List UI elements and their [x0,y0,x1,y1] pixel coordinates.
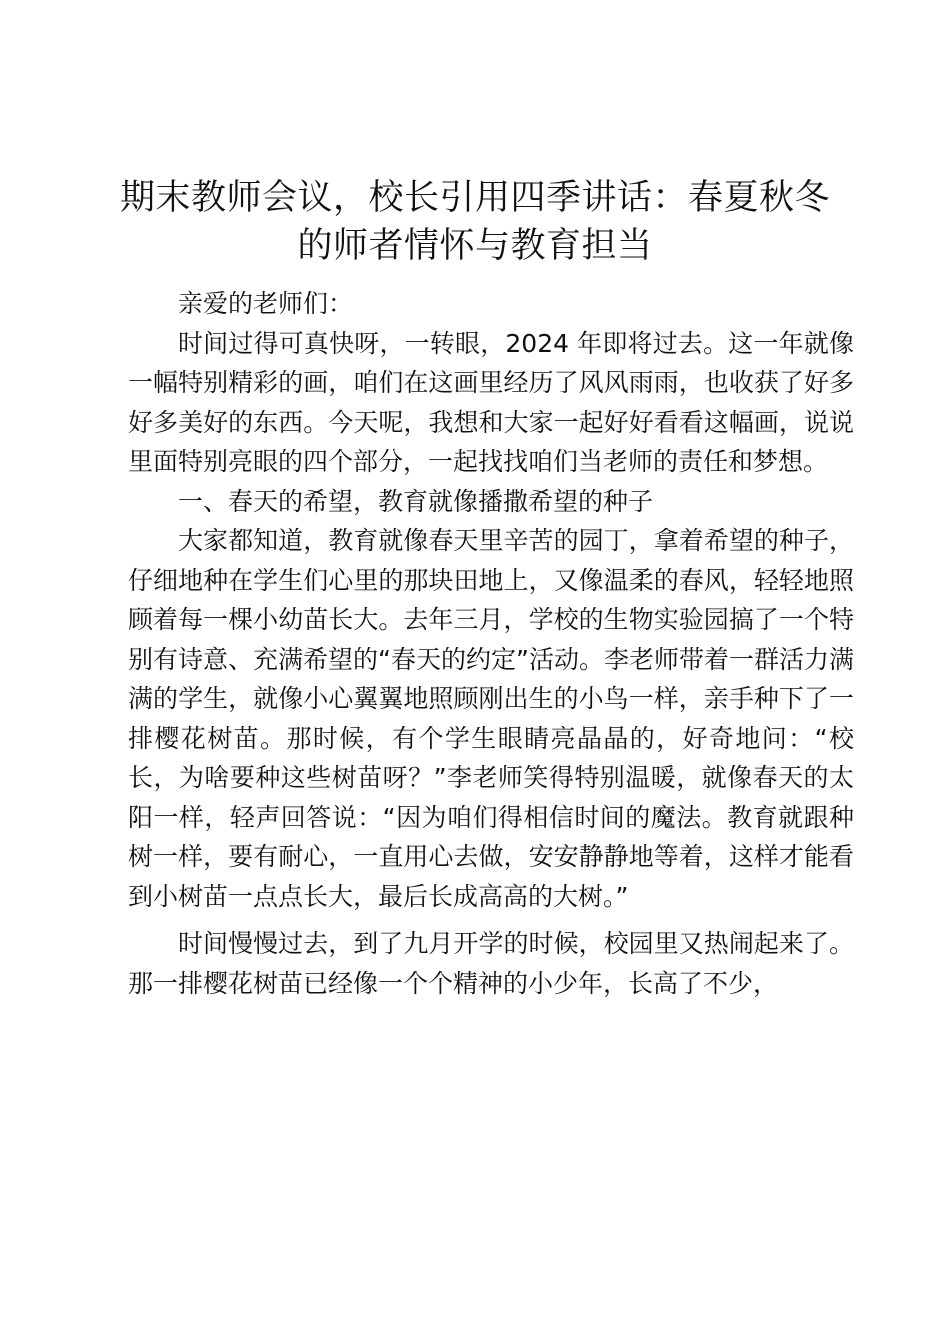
spring-paragraph-1: 大家都知道，教育就像春天里辛苦的园丁，拿着希望的种子，仔细地种在学生们心里的那块田地上，又像温柔的春风，轻轻地照顾着每一棵小幼苗长大。去年三月，学校的生物实验园搞了一个特别有诗意、充满希望的“春天的约定”活动。李老师带着一群活力满满的学生，就像小心翼翼地照顾刚出生的小鸟一样，亲手种下了一排樱花树苗。那时候，有个学生眼睛亮晶晶的，好奇地问：“校长，为啥要种这些树苗呀？”李老师笑得特别温暖，就像春天的太阳一样，轻声回答说：“因为咱们得相信时间的魔法。教育就跟种树一样，要有耐心，一直用心去做，安安静静地等着，这样才能看到小树苗一点点长大，最后长成高高的大树。” [128,526,854,911]
document-title [110,174,840,270]
salutation: 亲爱的老师们： [178,289,354,318]
intro-paragraph: 时间过得可真快呀，一转眼，2024 年即将过去。这一年就像一幅特别精彩的画，咱们在这画里经历了风风雨雨，也收获了好多好多美好的东西。今天呢，我想和大家一起好好看看这幅画，说说里面特别亮眼的四个部分，一起找找咱们当老师的责任和梦想。 [128,328,854,476]
spring-paragraph-2: 时间慢慢过去，到了九月开学的时候，校园里又热闹起来了。那一排樱花树苗已经像一个个精神的小少年，长高了不少， [128,929,854,998]
title-line-2: 的师者情怀与教育担当 [297,226,653,266]
document-body [128,284,854,1003]
section-heading-spring: 一、春天的希望，教育就像播撒希望的种子 [178,486,654,516]
title-line-1: 期末教师会议，校长引用四季讲话：春夏秋冬 [119,178,830,218]
